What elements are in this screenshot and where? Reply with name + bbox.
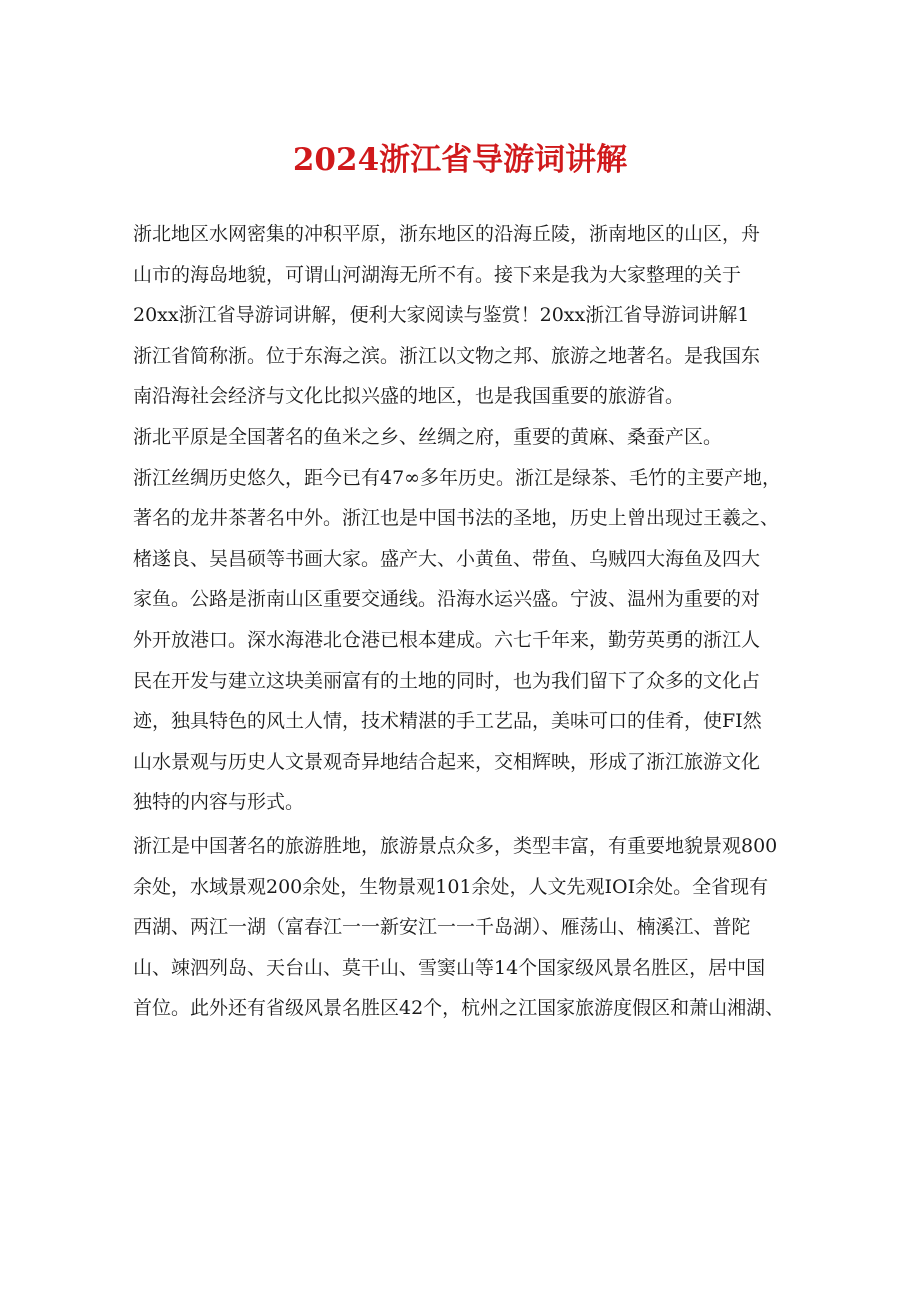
document-title: 2024浙江省导游词讲解 bbox=[292, 142, 628, 178]
text-line: 余处，水域景观200余处，生物景观101余处，人文先观IOI余处。全省现有 bbox=[133, 875, 769, 898]
text-line: 首位。此外还有省级风景名胜区42个，杭州之江国家旅游度假区和萧山湘湖、 bbox=[133, 997, 785, 1020]
text-line: 浙北地区水网密集的冲积平原，浙东地区的沿海丘陵，浙南地区的山区，舟 bbox=[133, 223, 761, 245]
text-line: 20xx浙江省导游词讲解，便利大家阅读与鉴赏！20xx浙江省导游词讲解1 bbox=[133, 304, 750, 327]
text-line: 楮遂良、吴昌硕等书画大家。盛产大、小黄鱼、带鱼、乌贼四大海鱼及四大 bbox=[133, 547, 761, 570]
text-line: 浙江丝绸历史悠久，距今已有47∞多年历史。浙江是绿茶、毛竹的主要产地， bbox=[133, 466, 782, 489]
text-line: 著名的龙井茶著名中外。浙江也是中国书法的圣地，历史上曾出现过王羲之、 bbox=[133, 507, 780, 530]
text-line: 山市的海岛地貌，可谓山河湖海无所不有。接下来是我为大家整理的关于 bbox=[133, 263, 742, 286]
text-line: 独特的内容与形式。 bbox=[133, 791, 305, 814]
document-body bbox=[133, 214, 793, 1029]
text-line: 迹，独具特色的风土人情，技术精湛的手工艺品，美味可口的佳肴，使FI然 bbox=[133, 710, 762, 733]
text-line: 西湖、两江一湖（富春江一一新安江一一千岛湖）、雁荡山、楠溪江、普陀 bbox=[133, 916, 751, 939]
text-line: 民在开发与建立这块美丽富有的土地的同时，也为我们留下了众多的文化占 bbox=[133, 669, 761, 692]
text-line: 家鱼。公路是浙南山区重要交通线。沿海水运兴盛。宁波、温州为重要的对 bbox=[133, 588, 761, 611]
text-line: 南沿海社会经济与文化比拟兴盛的地区，也是我国重要的旅游省。 bbox=[133, 385, 685, 408]
text-line: 山水景观与历史人文景观奇异地结合起来，交相辉映，形成了浙江旅游文化 bbox=[133, 750, 761, 773]
text-line: 浙江是中国著名的旅游胜地，旅游景点众多，类型丰富，有重要地貌景观800 bbox=[133, 834, 778, 857]
text-line: 外开放港口。深水海港北仓港已根本建成。六七千年来，勤劳英勇的浙江人 bbox=[133, 628, 761, 651]
text-line: 浙北平原是全国著名的鱼米之乡、丝绸之府，重要的黄麻、桑蚕产区。 bbox=[133, 425, 723, 448]
text-line: 浙江省简称浙。位于东海之滨。浙江以文物之邦、旅游之地著名。是我国东 bbox=[133, 344, 761, 367]
text-line: 山、竦泗列岛、天台山、莫干山、雪窦山等14个国家级风景名胜区，居中国 bbox=[133, 956, 766, 979]
